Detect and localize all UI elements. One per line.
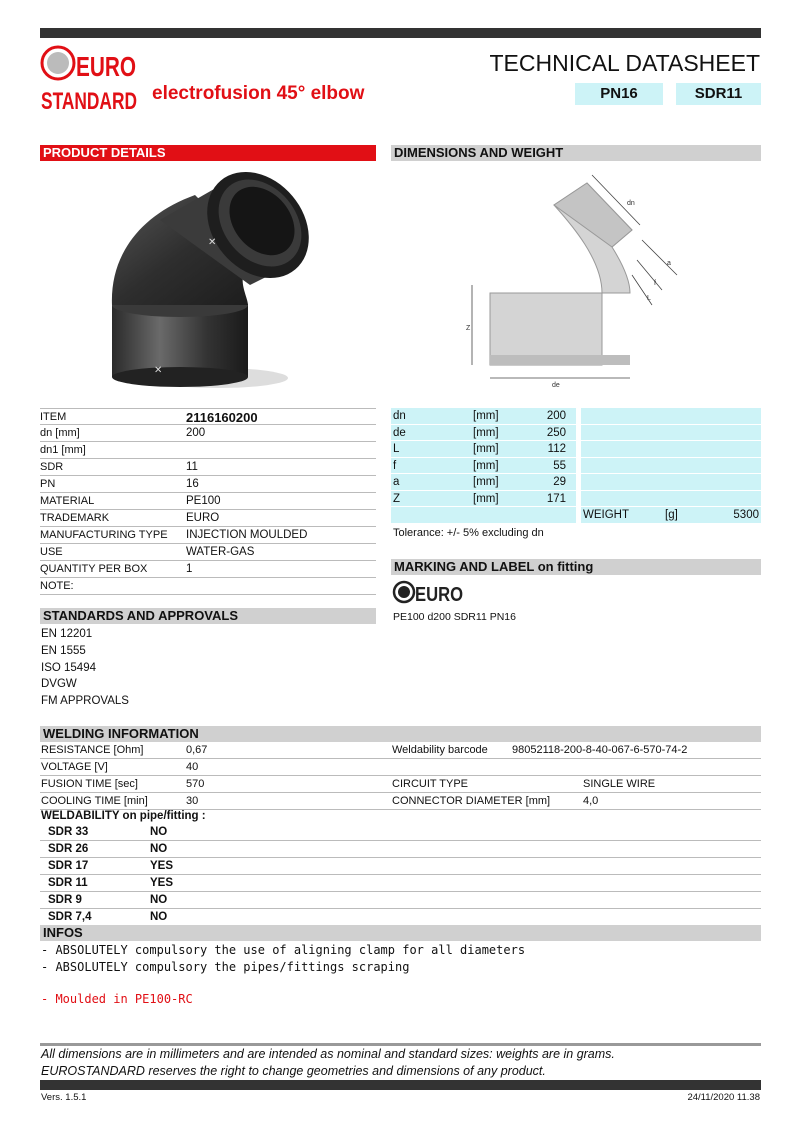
detail-label: MANUFACTURING TYPE [40, 529, 168, 541]
welding-row [40, 793, 761, 810]
dimension-row [391, 408, 761, 425]
infos-list [41, 942, 525, 976]
detail-row [40, 561, 376, 578]
marking-logo-text: EURO [415, 584, 463, 606]
dimension-unit: [mm] [473, 459, 499, 472]
dimension-row [391, 458, 761, 475]
welding-value: 40 [186, 761, 199, 773]
dimension-cells [391, 507, 576, 523]
weldability-sdr: SDR 26 [48, 843, 89, 855]
weldability-row [40, 909, 761, 926]
dimension-symbol: de [393, 426, 406, 439]
welding-value: 570 [186, 778, 205, 790]
detail-label: NOTE: [40, 580, 74, 592]
section-infos: INFOS [40, 925, 761, 941]
welding-right-label: CONNECTOR DIAMETER [mm] [392, 795, 551, 807]
welding-label: COOLING TIME [min] [41, 795, 148, 807]
detail-row [40, 425, 376, 442]
product-photo [100, 165, 320, 395]
weldability-value: YES [150, 877, 174, 889]
top-bar [40, 28, 761, 38]
weight-label: WEIGHT [583, 509, 629, 521]
doc-title: TECHNICAL DATASHEET [489, 50, 760, 76]
dimension-unit: [mm] [473, 426, 499, 439]
dimension-unit: [mm] [473, 492, 499, 505]
weldability-row [40, 841, 761, 858]
product-details-table [40, 408, 376, 595]
dimension-row [391, 507, 761, 524]
dimension-value: 55 [553, 459, 566, 472]
detail-label: USE [40, 546, 63, 558]
detail-value: 200 [186, 427, 206, 439]
detail-label: ITEM [40, 411, 67, 423]
tolerance-note: Tolerance: +/- 5% excluding dn [393, 527, 544, 539]
weldability-sdr: SDR 17 [48, 860, 89, 872]
weldability-row [40, 892, 761, 909]
standard-item: ISO 15494 [41, 661, 96, 674]
detail-value: INJECTION MOULDED [186, 529, 308, 541]
footer-version: Vers. 1.5.1 [41, 1092, 87, 1103]
dimension-cells [391, 425, 576, 441]
detail-label: dn1 [mm] [40, 444, 86, 456]
dimension-spare [581, 491, 761, 507]
label-f: f [654, 280, 656, 287]
welding-row [40, 759, 761, 776]
dimension-symbol: f [393, 459, 397, 472]
label-a: a [667, 260, 671, 267]
detail-value: 2116160200 [186, 410, 258, 425]
footer-bar [40, 1080, 761, 1090]
infos-red-note: - Moulded in PE100-RC [41, 992, 193, 1006]
dimension-spare [581, 474, 761, 490]
detail-label: QUANTITY PER BOX [40, 563, 148, 575]
logo-text-standard: STANDARD [41, 88, 137, 115]
weldability-sdr: SDR 33 [48, 826, 89, 838]
marking-text: PE100 d200 SDR11 PN16 [393, 611, 516, 623]
dimension-symbol: a [393, 476, 400, 488]
label-dn: dn [627, 200, 635, 207]
dimension-symbol: L [393, 443, 400, 455]
detail-value: 11 [186, 461, 198, 473]
detail-value: 16 [186, 478, 199, 490]
dimension-cells [391, 458, 576, 474]
label-z: Z [466, 325, 471, 332]
welding-label: VOLTAGE [V] [41, 761, 108, 773]
section-standards: STANDARDS AND APPROVALS [40, 608, 376, 624]
weldability-table [40, 824, 761, 926]
detail-row [40, 442, 376, 459]
weldability-value: NO [150, 894, 168, 906]
weldability-row [40, 875, 761, 892]
logo-text-euro: EURO [76, 51, 136, 82]
detail-row [40, 527, 376, 544]
detail-row [40, 476, 376, 493]
welding-label: FUSION TIME [sec] [41, 778, 138, 790]
welding-value: 30 [186, 795, 199, 807]
weldability-value: NO [150, 843, 168, 855]
standard-item: FM APPROVALS [41, 695, 129, 708]
detail-value: EURO [186, 512, 220, 524]
dimension-spare [581, 507, 761, 523]
weldability-row [40, 824, 761, 841]
product-title: electrofusion 45° elbow [152, 83, 365, 104]
section-welding: WELDING INFORMATION [40, 726, 761, 742]
dimension-row [391, 474, 761, 491]
badge-pn: PN16 [575, 83, 663, 105]
detail-value: WATER-GAS [186, 546, 255, 558]
footer-rule [40, 1043, 761, 1046]
dimension-cells [391, 474, 576, 490]
welding-right-label: CIRCUIT TYPE [392, 778, 468, 790]
dimension-unit: [mm] [473, 476, 499, 488]
welding-right-value: SINGLE WIRE [583, 778, 656, 790]
dimension-symbol: dn [393, 410, 406, 422]
section-marking-label: MARKING AND LABEL on fitting [391, 559, 761, 575]
dimension-spare [581, 425, 761, 441]
dimension-value: 171 [546, 492, 566, 505]
dimension-spare [581, 441, 761, 457]
detail-row [40, 578, 376, 595]
detail-row [40, 544, 376, 561]
dimension-row [391, 425, 761, 442]
welding-right-label: Weldability barcode [392, 744, 488, 756]
detail-value: PE100 [186, 495, 221, 507]
detail-row [40, 459, 376, 476]
technical-drawing [462, 165, 692, 390]
weldability-sdr: SDR 11 [48, 877, 88, 889]
dimension-value: 112 [547, 443, 566, 455]
footer-disclaimer-2: EUROSTANDARD reserves the right to change geometries and dimensions of any product. [41, 1064, 546, 1078]
detail-label: MATERIAL [40, 495, 95, 507]
dimension-unit: [mm] [473, 443, 499, 455]
info-item: - ABSOLUTELY compulsory the use of aligning clamp for all diameters [41, 943, 526, 957]
dimension-row [391, 491, 761, 508]
dimension-cells [391, 441, 576, 457]
dimension-value: 200 [546, 410, 566, 422]
dimension-spare [581, 458, 761, 474]
dimension-cells [391, 491, 576, 507]
section-dimensions-weight: DIMENSIONS AND WEIGHT [391, 145, 761, 161]
dimensions-table [391, 408, 761, 524]
weldability-value: NO [150, 826, 168, 838]
welding-row [40, 742, 761, 759]
dimension-value: 250 [546, 426, 566, 439]
detail-row [40, 510, 376, 527]
detail-label: TRADEMARK [40, 512, 110, 524]
label-de: de [552, 382, 560, 389]
detail-label: dn [mm] [40, 427, 80, 439]
weldability-sdr: SDR 7,4 [48, 911, 92, 923]
footer-date: 24/11/2020 11.38 [687, 1092, 760, 1103]
badge-sdr: SDR11 [676, 83, 761, 105]
eurostandard-logo [40, 45, 138, 113]
weldability-sdr: SDR 9 [48, 894, 82, 906]
welding-row [40, 776, 761, 793]
welding-value: 0,67 [186, 744, 208, 756]
detail-label: SDR [40, 461, 64, 473]
standards-list [41, 626, 129, 710]
dimension-symbol: Z [393, 492, 401, 505]
dimension-row [391, 441, 761, 458]
welding-right-value: 4,0 [583, 795, 599, 807]
weldability-value: NO [150, 911, 168, 923]
weldability-title: WELDABILITY on pipe/fitting : [41, 810, 206, 822]
info-item: - ABSOLUTELY compulsory the pipes/fittings scraping [41, 960, 410, 974]
detail-value: 1 [186, 563, 193, 575]
standard-item: EN 1555 [41, 644, 86, 657]
welding-label: RESISTANCE [Ohm] [41, 744, 144, 756]
svg-text:✕: ✕ [208, 237, 217, 248]
detail-label: PN [40, 478, 56, 490]
weight-unit: [g] [665, 509, 678, 521]
label-l: L [647, 295, 651, 302]
section-product-details: PRODUCT DETAILS [40, 145, 376, 161]
dimension-cells [391, 408, 576, 424]
detail-row [40, 493, 376, 510]
weldability-row [40, 858, 761, 875]
weldability-value: YES [150, 860, 174, 872]
welding-right-value: 98052118-200-8-40-067-6-570-74-2 [512, 744, 688, 756]
detail-row [40, 408, 376, 425]
dimension-unit: [mm] [473, 410, 499, 422]
standard-item: DVGW [41, 678, 77, 691]
dimension-value: 29 [553, 476, 566, 488]
footer-disclaimer-1: All dimensions are in millimeters and are intended as nominal and standard sizes: weights are in grams. [41, 1047, 615, 1061]
svg-text:✕: ✕ [154, 365, 163, 376]
welding-table [40, 742, 761, 810]
marking-logo [393, 580, 465, 604]
dimension-spare [581, 408, 761, 424]
weight-value: 5300 [733, 509, 759, 521]
standard-item: EN 12201 [41, 628, 93, 640]
